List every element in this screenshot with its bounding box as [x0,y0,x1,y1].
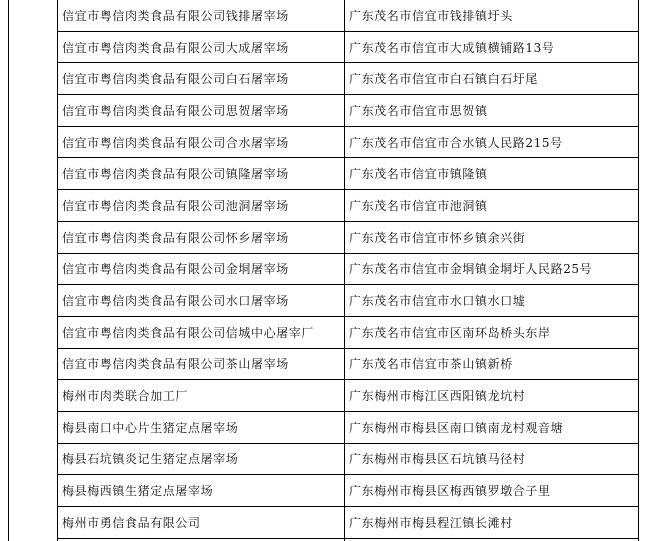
address-cell: 广东梅州市梅县区石坑镇马径村 [349,452,526,467]
company-name-cell: 信宜市粤信肉类食品有限公司金垌屠宰场 [62,262,289,277]
table-row [57,190,639,222]
table-row [57,254,639,286]
company-name-cell: 信宜市粤信肉类食品有限公司镇隆屠宰场 [62,167,289,182]
table-border-left [8,0,9,541]
address-cell: 广东茂名市信宜市池洞镇 [349,198,488,213]
table-row [57,475,639,507]
company-name-cell: 信宜市粤信肉类食品有限公司大成屠宰场 [62,40,289,55]
table-row [57,32,639,64]
table-row [57,285,639,317]
address-cell: 广东茂名市信宜市合水镇人民路215号 [349,135,563,150]
table-row [57,349,639,381]
table-row [57,158,639,190]
table-row [57,412,639,444]
company-name-cell: 梅县梅西镇生猪定点屠宰场 [62,484,214,499]
company-name-cell: 信宜市粤信肉类食品有限公司信城中心屠宰厂 [62,325,315,340]
company-name-cell: 梅县南口中心片生猪定点屠宰场 [62,420,239,435]
address-cell: 广东茂名市信宜市思贺镇 [349,103,488,118]
address-cell: 广东茂名市信宜市钱排镇圩头 [349,8,513,23]
address-cell: 广东茂名市信宜市区南环岛桥头东岸 [349,325,551,340]
address-cell: 广东茂名市信宜市金垌镇金垌圩人民路25号 [349,262,593,277]
table-row [57,63,639,95]
company-name-cell: 信宜市粤信肉类食品有限公司合水屠宰场 [62,135,289,150]
address-cell: 广东梅州市梅县程江镇长滩村 [349,515,513,530]
address-cell: 广东茂名市信宜市大成镇横铺路13号 [349,40,555,55]
address-cell: 广东梅州市梅县区南口镇南龙村观音塘 [349,420,564,435]
company-name-cell: 信宜市粤信肉类食品有限公司钱排屠宰场 [62,8,289,23]
table-row [57,0,639,32]
company-name-cell: 信宜市粤信肉类食品有限公司怀乡屠宰场 [62,230,289,245]
address-cell: 广东茂名市信宜市镇隆镇 [349,167,488,182]
table-body [57,0,639,539]
table-row [57,380,639,412]
company-name-cell: 信宜市粤信肉类食品有限公司思贺屠宰场 [62,103,289,118]
table-row [57,127,639,159]
address-cell: 广东梅州市梅县区梅西镇罗墩合子里 [349,484,551,499]
table-row [57,507,639,539]
address-cell: 广东茂名市信宜市水口镇水口墟 [349,294,526,309]
table-row [57,444,639,476]
table-row [57,317,639,349]
address-cell: 广东茂名市信宜市茶山镇新桥 [349,357,513,372]
address-cell: 广东梅州市梅江区西阳镇龙坑村 [349,389,526,404]
address-cell: 广东茂名市信宜市白石镇白石圩尾 [349,72,539,87]
company-name-cell: 梅州市肉类联合加工厂 [62,389,189,404]
company-name-cell: 梅县石坑镇炎记生猪定点屠宰场 [62,452,239,467]
address-cell: 广东茂名市信宜市怀乡镇余兴街 [349,230,526,245]
company-name-cell: 信宜市粤信肉类食品有限公司白石屠宰场 [62,72,289,87]
table-row [57,95,639,127]
table-row [57,222,639,254]
company-name-cell: 信宜市粤信肉类食品有限公司池洞屠宰场 [62,198,289,213]
company-name-cell: 梅州市勇信食品有限公司 [62,515,201,530]
company-name-cell: 信宜市粤信肉类食品有限公司水口屠宰场 [62,294,289,309]
company-name-cell: 信宜市粤信肉类食品有限公司茶山屠宰场 [62,357,289,372]
